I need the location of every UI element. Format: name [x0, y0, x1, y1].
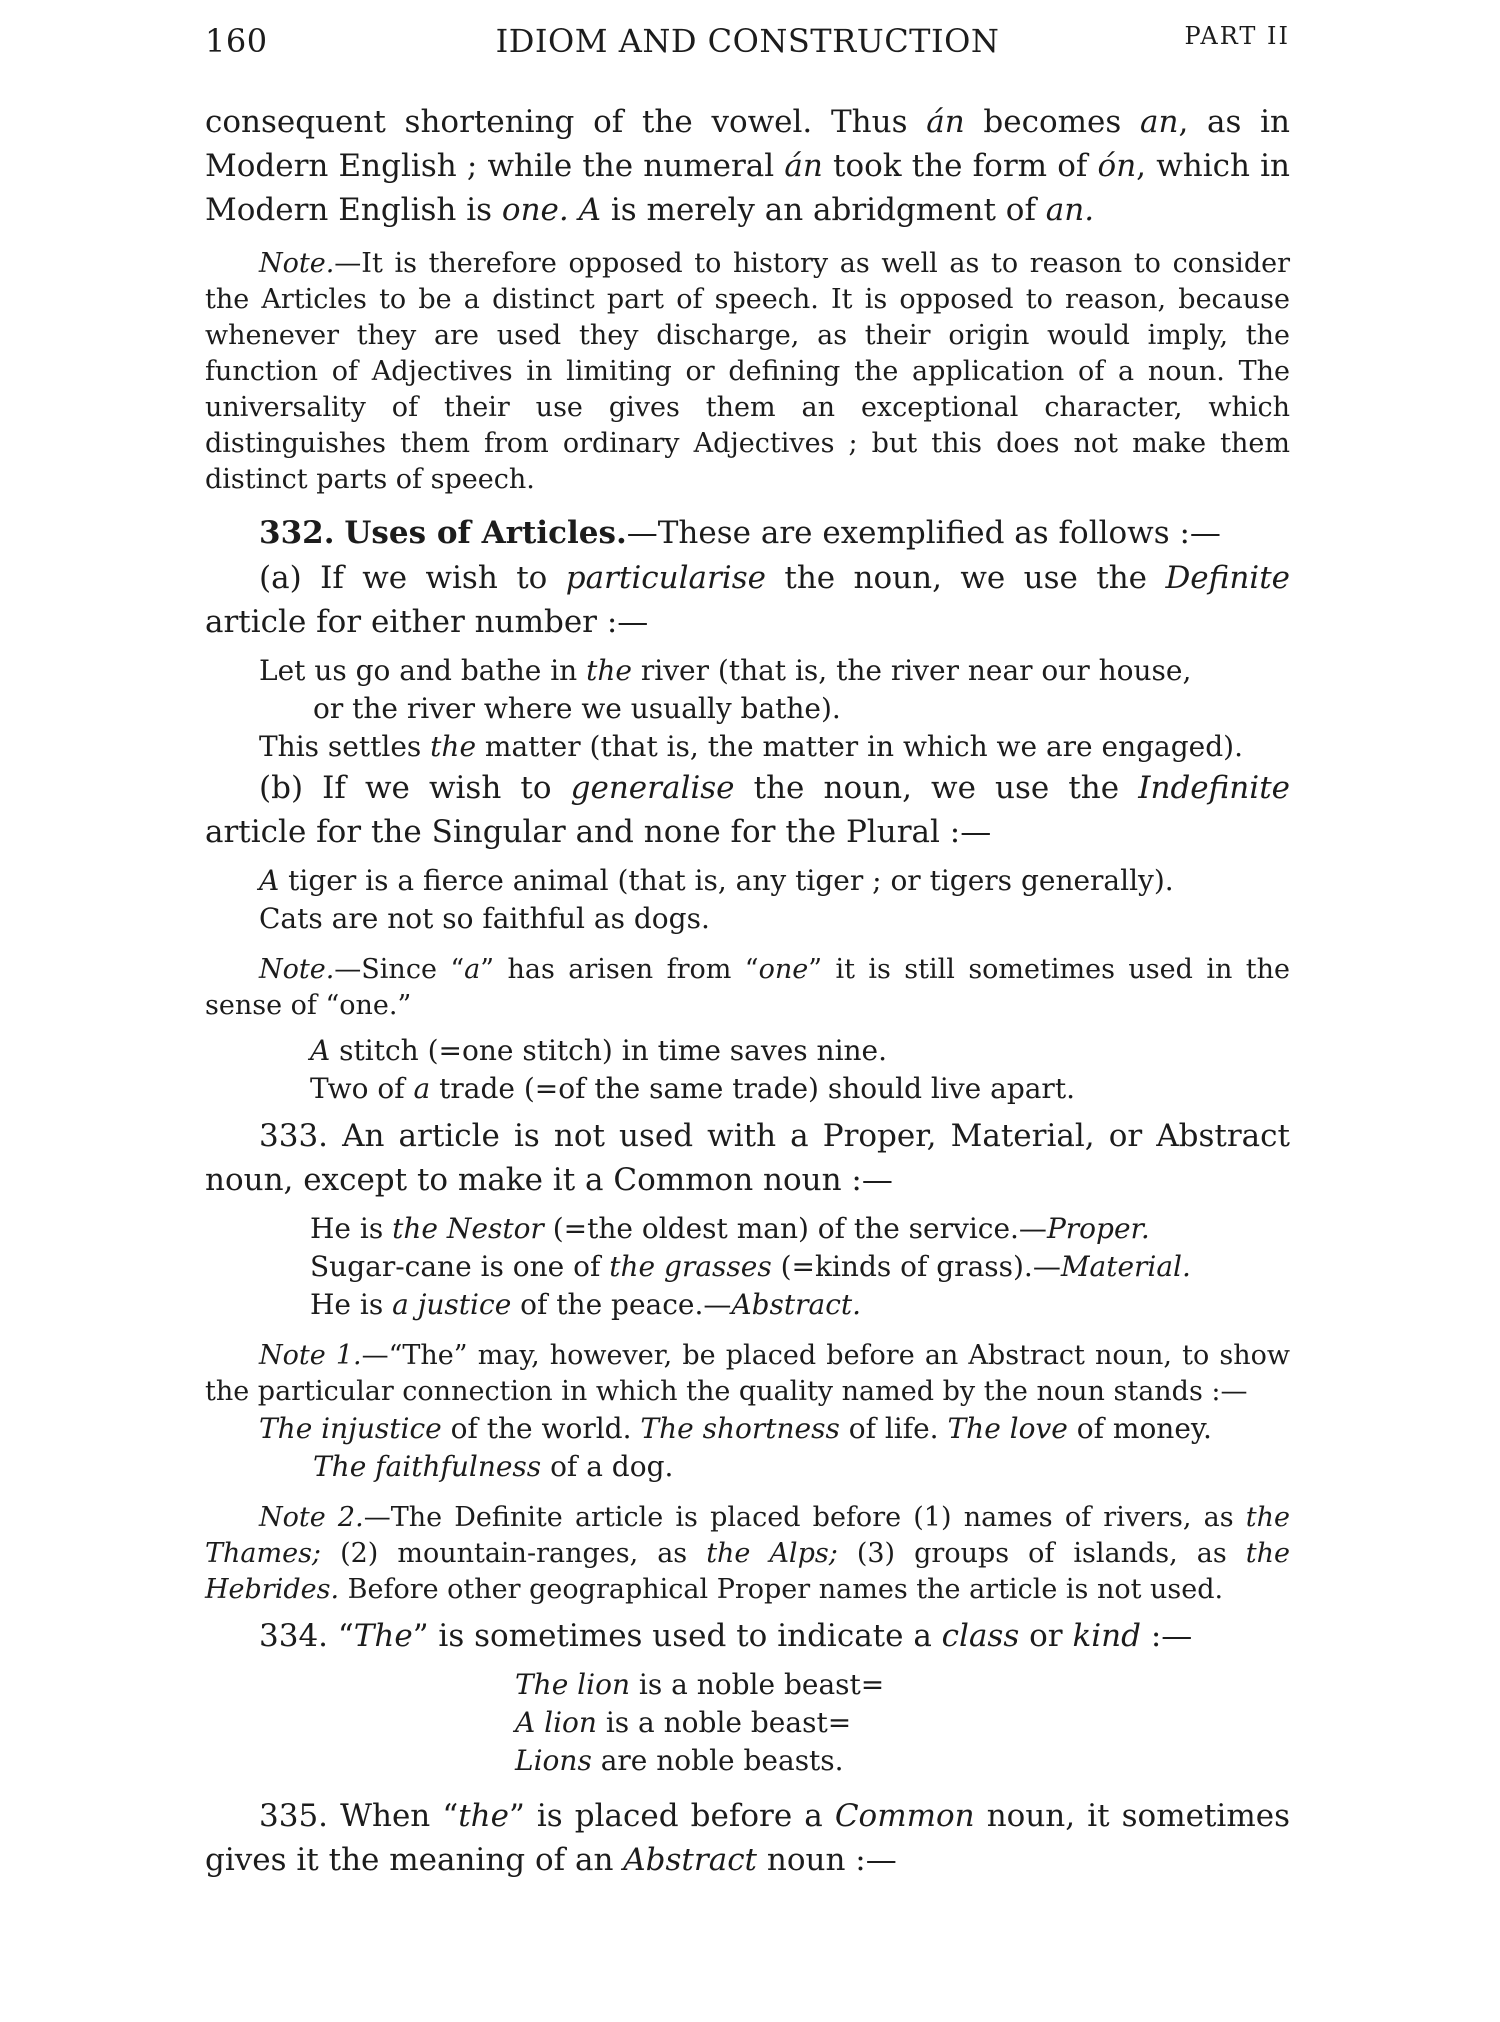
- example-line: Two of a trade (=of the same trade) should live apart.: [310, 1072, 1075, 1105]
- section-335: 335. When “the” is placed before a Common noun, it sometimes gives it the meaning of an Abstract noun :—: [205, 1798, 1290, 1878]
- example-line: A stitch (=one stitch) in time saves nine.: [310, 1034, 888, 1067]
- example-line: Lions are noble beasts.: [515, 1744, 844, 1777]
- example-line: A tiger is a fierce animal (that is, any tiger ; or tigers generally).: [259, 864, 1174, 897]
- section-332-a: (a) If we wish to particularise the noun, we use the Definite article for either number :—: [205, 560, 1290, 640]
- note-one: Note.—Since “a” has arisen from “one” it is still sometimes used in the sense of “one.”: [205, 954, 1290, 1021]
- running-title: IDIOM AND CONSTRUCTION: [495, 22, 1000, 60]
- page-number: 160: [205, 22, 268, 60]
- paragraph-continuation: consequent shortening of the vowel. Thus án becomes an, as in Modern English ; while the numeral án took the form of ón, which in Modern English is one. A is merely an abridgment of an.: [205, 104, 1291, 228]
- example-line: The faithfulness of a dog.: [313, 1450, 674, 1483]
- note-2-geographical: Note 2.—The Definite article is placed before (1) names of rivers, as the Thames; (2) mountain-ranges, as the Alps; (3) groups of islands, as the Hebrides. Before other geographical Proper names the article is not used.: [205, 1502, 1290, 1605]
- section-332-heading: 332. Uses of Articles.—These are exemplified as follows :—: [259, 515, 1221, 551]
- example-line: Cats are not so faithful as dogs.: [259, 902, 710, 935]
- example-line: The lion is a noble beast=: [515, 1668, 885, 1701]
- example-line: He is the Nestor (=the oldest man) of the service.—Proper.: [310, 1212, 1150, 1245]
- part-label: PART II: [1184, 22, 1290, 50]
- note-articles: Note.—It is therefore opposed to history as well as to reason to consider the Articles to be a distinct part of speech. It is opposed to reason, because whenever they are used they discharge, as their origin would imply, the function of Adjectives in limiting or defining the application of a noun. The universality of their use gives them an exceptional character, which distinguishes them from ordinary Adjectives ; but this does not make them distinct parts of speech.: [205, 248, 1290, 495]
- example-line: The injustice of the world. The shortness of life. The love of money.: [259, 1412, 1212, 1445]
- section-334: 334. “The” is sometimes used to indicate a class or kind :—: [259, 1618, 1193, 1654]
- book-page: [0, 22, 1500, 2022]
- example-line: He is a justice of the peace.—Abstract.: [310, 1288, 862, 1321]
- example-line: or the river where we usually bathe).: [313, 692, 841, 725]
- example-line: Sugar-cane is one of the grasses (=kinds of grass).—Material.: [310, 1250, 1191, 1283]
- example-line: A lion is a noble beast=: [515, 1706, 852, 1739]
- running-header: [205, 22, 1290, 62]
- note-1-abstract: Note 1.—“The” may, however, be placed before an Abstract noun, to show the particular connection in which the quality named by the noun stands :—: [205, 1340, 1290, 1407]
- example-line: Let us go and bathe in the river (that is, the river near our house,: [259, 654, 1192, 687]
- example-line: This settles the matter (that is, the matter in which we are engaged).: [259, 730, 1243, 763]
- section-332-b: (b) If we wish to generalise the noun, we use the Indefinite article for the Singular and none for the Plural :—: [205, 770, 1290, 850]
- section-333: 333. An article is not used with a Proper, Material, or Abstract noun, except to make it a Common noun :—: [205, 1118, 1290, 1198]
